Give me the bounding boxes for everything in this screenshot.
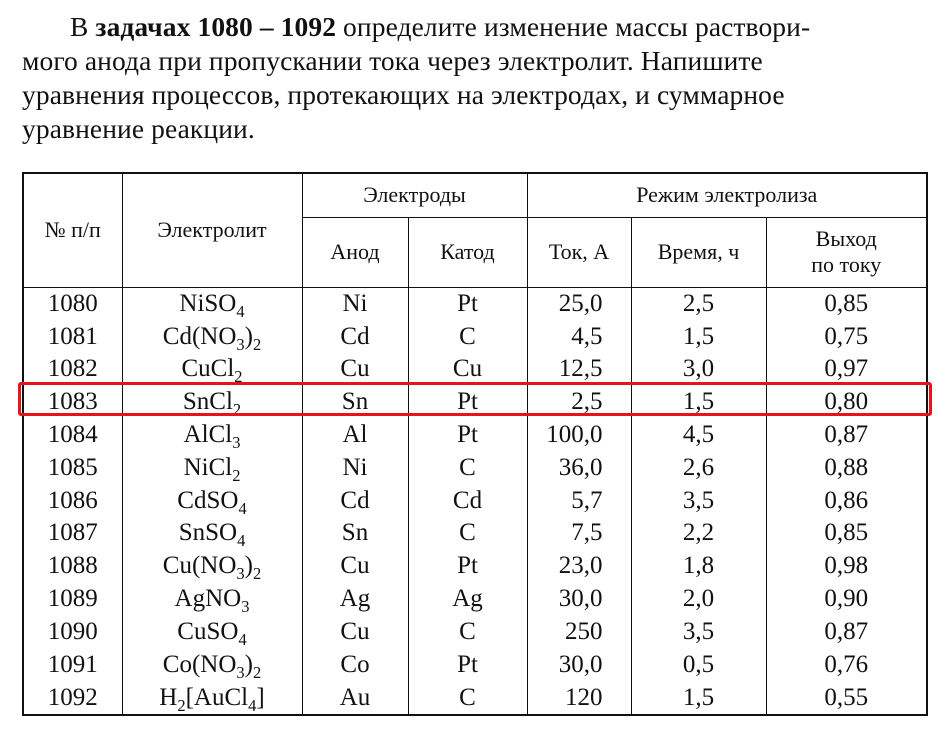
cell-anode: Ni <box>302 451 408 484</box>
cell-time: 2,6 <box>631 451 766 484</box>
cell-cathode: Pt <box>408 419 527 452</box>
cell-electrolyte: SnSO$_4$ <box>122 517 302 550</box>
table-body <box>23 287 927 715</box>
cell-anode: Cu <box>302 615 408 648</box>
statement-line-4: уравнение реакции. <box>22 113 255 144</box>
cell-current: 30,0 <box>527 583 631 616</box>
cell-number: 1088 <box>23 550 122 583</box>
table-row <box>23 287 927 320</box>
cell-cathode: C <box>408 681 527 715</box>
cell-yield: 0,75 <box>766 320 927 353</box>
problem-statement <box>22 10 928 146</box>
header-electrolysis-mode: Режим электролиза <box>527 173 927 217</box>
header-electrodes: Электроды <box>302 173 527 217</box>
table-row <box>23 320 927 353</box>
cell-time: 3,0 <box>631 353 766 386</box>
electrolysis-table <box>22 172 928 716</box>
cell-number: 1090 <box>23 615 122 648</box>
cell-cathode: C <box>408 451 527 484</box>
header-time: Время, ч <box>631 217 766 287</box>
cell-number: 1082 <box>23 353 122 386</box>
cell-current: 12,5 <box>527 353 631 386</box>
cell-anode: Sn <box>302 517 408 550</box>
cell-current: 36,0 <box>527 451 631 484</box>
table-row <box>23 353 927 386</box>
cell-time: 0,5 <box>631 648 766 681</box>
table-row <box>23 386 927 419</box>
cell-number: 1084 <box>23 419 122 452</box>
cell-time: 1,5 <box>631 320 766 353</box>
cell-yield: 0,85 <box>766 287 927 320</box>
cell-current: 120 <box>527 681 631 715</box>
cell-yield: 0,76 <box>766 648 927 681</box>
cell-electrolyte: $Cu(NO_3)_2$ <box>122 550 302 583</box>
table-row <box>23 517 927 550</box>
cell-electrolyte: $Cd(NO_3)_2$ <box>122 320 302 353</box>
cell-anode: Sn <box>302 386 408 419</box>
cell-yield: 0,87 <box>766 419 927 452</box>
cell-anode: Co <box>302 648 408 681</box>
header-cathode: Катод <box>408 217 527 287</box>
statement-line1-rest: определите изменение массы раствори- <box>336 11 811 42</box>
table-row <box>23 484 927 517</box>
cell-number: 1080 <box>23 287 122 320</box>
cell-cathode: C <box>408 615 527 648</box>
cell-number: 1086 <box>23 484 122 517</box>
cell-number: 1089 <box>23 583 122 616</box>
cell-cathode: Ag <box>408 583 527 616</box>
cell-yield: 0,98 <box>766 550 927 583</box>
header-electrolyte: Электролит <box>122 173 302 287</box>
cell-electrolyte: AgNO$_3$ <box>122 583 302 616</box>
cell-current: 5,7 <box>527 484 631 517</box>
cell-current: 2,5 <box>527 386 631 419</box>
cell-electrolyte: AlCl$_3$ <box>122 419 302 452</box>
cell-yield: 0,90 <box>766 583 927 616</box>
cell-time: 3,5 <box>631 484 766 517</box>
cell-yield: 0,87 <box>766 615 927 648</box>
cell-electrolyte: CdSO$_4$ <box>122 484 302 517</box>
cell-number: 1085 <box>23 451 122 484</box>
header-yield-line2: по току <box>811 252 882 277</box>
cell-number: 1081 <box>23 320 122 353</box>
cell-current: 7,5 <box>527 517 631 550</box>
table-row <box>23 615 927 648</box>
cell-yield: 0,55 <box>766 681 927 715</box>
cell-time: 1,5 <box>631 681 766 715</box>
header-yield-line1: Выход <box>815 226 877 251</box>
cell-cathode: C <box>408 517 527 550</box>
cell-current: 100,0 <box>527 419 631 452</box>
cell-number: 1083 <box>23 386 122 419</box>
cell-yield: 0,88 <box>766 451 927 484</box>
cell-time: 2,0 <box>631 583 766 616</box>
cell-anode: Au <box>302 681 408 715</box>
cell-cathode: Pt <box>408 287 527 320</box>
cell-number: 1092 <box>23 681 122 715</box>
cell-anode: Cd <box>302 484 408 517</box>
cell-yield: 0,80 <box>766 386 927 419</box>
table-row <box>23 419 927 452</box>
header-current: Ток, А <box>527 217 631 287</box>
cell-electrolyte: CuSO$_4$ <box>122 615 302 648</box>
cell-anode: Ni <box>302 287 408 320</box>
cell-current: 250 <box>527 615 631 648</box>
cell-anode: Cd <box>302 320 408 353</box>
cell-anode: Cu <box>302 353 408 386</box>
cell-yield: 0,86 <box>766 484 927 517</box>
cell-cathode: Cd <box>408 484 527 517</box>
cell-number: 1087 <box>23 517 122 550</box>
table-row <box>23 451 927 484</box>
table-row <box>23 648 927 681</box>
cell-anode: Cu <box>302 550 408 583</box>
cell-time: 3,5 <box>631 615 766 648</box>
cell-current: 30,0 <box>527 648 631 681</box>
cell-anode: Al <box>302 419 408 452</box>
table-row <box>23 583 927 616</box>
header-number: № п/п <box>23 173 122 287</box>
cell-electrolyte: $Co(NO_3)_2$ <box>122 648 302 681</box>
cell-time: 1,5 <box>631 386 766 419</box>
statement-prefix: В <box>70 11 96 42</box>
cell-cathode: C <box>408 320 527 353</box>
statement-line-1 <box>22 10 928 44</box>
header-anode: Анод <box>302 217 408 287</box>
statement-line-2: мого анода при пропускании тока через электролит. Напишите <box>22 45 763 76</box>
cell-number: 1091 <box>23 648 122 681</box>
cell-time: 2,5 <box>631 287 766 320</box>
cell-electrolyte: $H_2[AuCl_4]$ <box>122 681 302 715</box>
cell-current: 23,0 <box>527 550 631 583</box>
cell-cathode: Cu <box>408 353 527 386</box>
task-range-bold: задачах 1080 – 1092 <box>95 11 337 42</box>
cell-time: 2,2 <box>631 517 766 550</box>
cell-cathode: Pt <box>408 648 527 681</box>
cell-current: 4,5 <box>527 320 631 353</box>
cell-electrolyte: SnCl$_2$ <box>122 386 302 419</box>
cell-yield: 0,97 <box>766 353 927 386</box>
cell-electrolyte: NiSO$_4$ <box>122 287 302 320</box>
table-row <box>23 681 927 715</box>
table-row <box>23 550 927 583</box>
cell-cathode: Pt <box>408 386 527 419</box>
cell-time: 4,5 <box>631 419 766 452</box>
cell-cathode: Pt <box>408 550 527 583</box>
cell-yield: 0,85 <box>766 517 927 550</box>
cell-current: 25,0 <box>527 287 631 320</box>
cell-anode: Ag <box>302 583 408 616</box>
statement-line-3: уравнения процессов, протекающих на электродах, и суммарное <box>22 79 785 110</box>
cell-electrolyte: NiCl$_2$ <box>122 451 302 484</box>
cell-time: 1,8 <box>631 550 766 583</box>
cell-electrolyte: CuCl$_2$ <box>122 353 302 386</box>
header-current-yield <box>766 217 927 287</box>
